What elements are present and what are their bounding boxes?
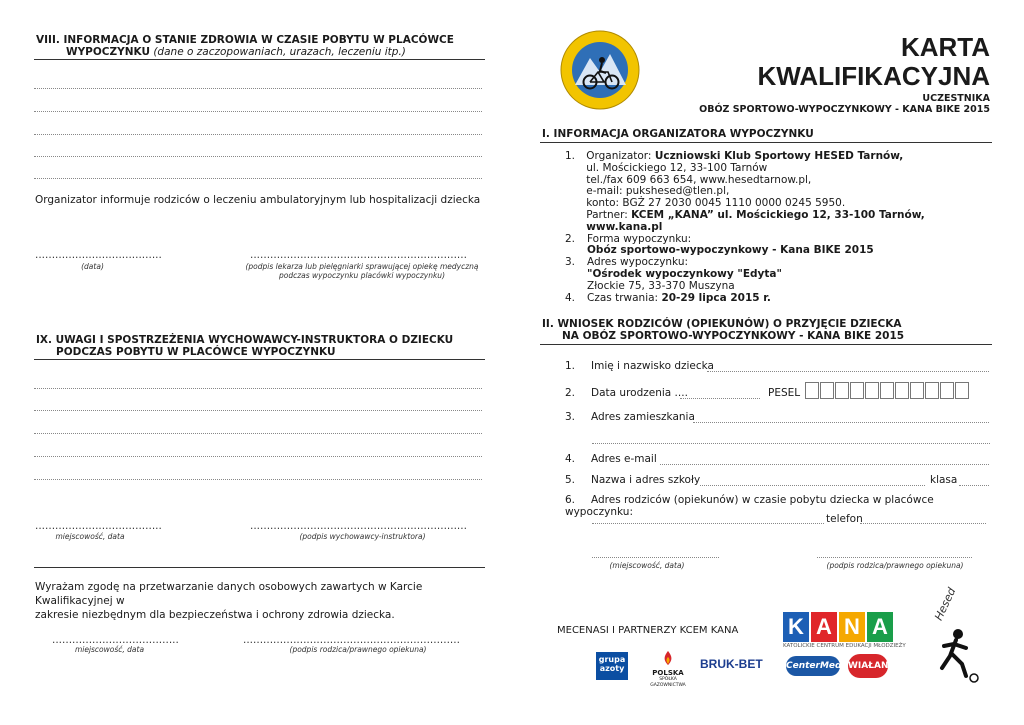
title-line1: KARTA: [900, 32, 990, 62]
write-line[interactable]: [34, 456, 482, 457]
section-9-title-line2: PODCZAS POBYTU W PLACÓWCE WYPOCZYNKU: [56, 346, 336, 358]
instructor-signature-caption: (podpis wychowawcy-instruktora): [299, 532, 426, 541]
write-line[interactable]: [34, 134, 482, 135]
place-date-line[interactable]: ......................................: [52, 634, 179, 646]
pesel-label: PESEL: [768, 387, 801, 399]
section-8-title: [36, 34, 486, 58]
doctor-signature-caption: (podpis lekarza lub pielęgniarki sprawującej opiekę medyczną podczas wypoczynku placówki wypoczynku): [245, 262, 479, 280]
section-2-title-line1: II. WNIOSEK RODZICÓW (OPIEKUNÓW) O PRZYJĘCIE DZIECKA: [542, 318, 902, 330]
write-line[interactable]: [34, 479, 482, 480]
list-item: 4. Czas trwania: 20-29 lipca 2015 r.: [565, 291, 771, 304]
section-8-title-line2: WYPOCZYNKU: [66, 46, 150, 58]
phone-label: telefon: [826, 513, 863, 525]
divider: [34, 59, 485, 60]
section-9-title-line1: IX. UWAGI I SPOSTRZEŻENIA WYCHOWAWCY-INSTRUKTORA O DZIECKU: [36, 334, 454, 346]
bruk-bet-logo: BRUK-BET: [700, 657, 763, 671]
address-field[interactable]: 3. Adres zamieszkania: [565, 411, 990, 423]
instructor-signature-line[interactable]: .................................................................: [250, 520, 467, 532]
sponsors-label: MECENASI I PARTNERZY KCEM KANA: [557, 625, 739, 636]
parent-signature-caption: (podpis rodzica/prawnego opiekuna): [289, 645, 427, 654]
place-date-line[interactable]: ......................................: [35, 520, 162, 532]
kana-letter: N: [839, 612, 865, 642]
school-field[interactable]: 5. Nazwa i adres szkoły klasa: [565, 474, 990, 486]
football-player-icon: [922, 612, 982, 687]
write-line[interactable]: [34, 178, 482, 179]
kana-logo: [783, 612, 906, 649]
list-item: 3. Adres wypoczynku: "Ośrodek wypoczynkowy "Edyta" Złockie 75, 33-370 Muszyna: [565, 256, 782, 292]
flame-icon: [659, 650, 677, 666]
child-name-field[interactable]: 1. Imię i nazwisko dziecka: [565, 360, 990, 372]
kana-letter: A: [811, 612, 837, 642]
divider: [34, 359, 485, 360]
write-line[interactable]: [34, 410, 482, 411]
address-field-line2[interactable]: [592, 443, 990, 444]
parent-signature-caption: (podpis rodzica/prawnego opiekuna): [826, 561, 964, 570]
birth-date-pesel-field[interactable]: 2. Data urodzenia .... PESEL: [565, 387, 990, 399]
subtitle-line1: UCZESTNIKA: [922, 93, 990, 104]
section-9-title: [36, 334, 486, 358]
date-caption: (data): [81, 262, 104, 271]
section-1-title: I. INFORMACJA ORGANIZATORA WYPOCZYNKU: [542, 128, 814, 140]
grupa-azoty-logo: grupa azoty: [596, 652, 628, 680]
kana-letter: A: [867, 612, 893, 642]
wialan-logo: WIAŁAN: [848, 654, 888, 678]
section-8-note: Organizator informuje rodziców o leczeniu ambulatoryjnym lub hospitalizacji dziecka: [35, 194, 481, 206]
phone-line[interactable]: [860, 523, 986, 524]
kana-subtitle: KATOLICKIE CENTRUM EDUKACJI MŁODZIEŻY: [783, 643, 906, 649]
write-line[interactable]: [34, 88, 482, 89]
document-subtitle: [699, 93, 990, 115]
list-item: 2. Forma wypoczynku: Obóz sportowo-wypoczynkowy - Kana BIKE 2015: [565, 232, 874, 257]
place-date-caption: (miejscowość, data): [609, 561, 685, 570]
psg-logo: POLSKA SPÓŁKA GAZOWNICTWA: [642, 650, 694, 689]
write-line[interactable]: [34, 433, 482, 434]
write-line[interactable]: [34, 156, 482, 157]
consent-text: Wyrażam zgodę na przetwarzanie danych osobowych zawartych w Karcie Kwalifikacyjnej w zakresie niezbędnym dla bezpieczeństwa i ochrony zdrowia dziecka.: [35, 581, 423, 621]
parents-address-line[interactable]: [592, 523, 824, 524]
divider: [540, 344, 992, 345]
hesed-text: Hesed: [932, 585, 959, 623]
write-line[interactable]: [34, 388, 482, 389]
subtitle-line2: OBÓZ SPORTOWO-WYPOCZYNKOWY - KANA BIKE 2015: [699, 104, 990, 115]
place-date-line[interactable]: [592, 557, 719, 558]
list-item: 1. Organizator: Uczniowski Klub Sportowy HESED Tarnów, ul. Mościckiego 12, 33-100 Tarnów tel./fax 609 663 654, www.hesedtarnow.pl, e-mail: pukshesed@tlen.pl, konto: BGŻ 27 2030 0045 1110 0000 0245 5950. Partner: KCEM „KANA” ul. Mościckiego 12, 33-100 Tarnów, www.kana.pl: [565, 150, 925, 233]
organizer-info-list: [565, 151, 990, 304]
section-2-title: [542, 318, 904, 342]
place-date-caption: miejscowość, data: [55, 532, 125, 541]
write-line[interactable]: [34, 111, 482, 112]
kana-letter: K: [783, 612, 809, 642]
parent-signature-line[interactable]: .................................................................: [243, 634, 460, 646]
parent-signature-line[interactable]: [817, 557, 972, 558]
parents-address-field[interactable]: 6. Adres rodziców (opiekunów) w czasie pobytu dziecka w placówce wypoczynku:: [565, 494, 934, 518]
section-2-title-line2: NA OBÓZ SPORTOWO-WYPOCZYNKOWY - KANA BIKE 2015: [562, 330, 905, 342]
divider: [34, 567, 485, 568]
kcem-bike-logo: [560, 30, 640, 110]
title-line2: KWALIFIKACYJNA: [757, 61, 990, 91]
centermed-logo: CenterMed: [786, 656, 840, 676]
hesed-logo: [922, 585, 982, 687]
place-date-caption: miejscowość, data: [74, 645, 145, 654]
email-field[interactable]: 4. Adres e-mail: [565, 453, 990, 465]
date-signature-line[interactable]: ......................................: [35, 249, 162, 261]
section-8-title-hint: (dane o zaczopowaniach, urazach, leczeniu itp.): [150, 46, 406, 58]
class-label: klasa: [930, 474, 958, 486]
divider: [540, 142, 992, 143]
bike-logo-icon: [560, 30, 640, 110]
section-8-title-line1: VIII. INFORMACJA O STANIE ZDROWIA W CZASIE POBYTU W PLACÓWCE: [36, 34, 454, 46]
document-title: [757, 33, 990, 91]
pesel-boxes[interactable]: [805, 382, 970, 402]
doctor-signature-line[interactable]: .................................................................: [250, 249, 467, 261]
